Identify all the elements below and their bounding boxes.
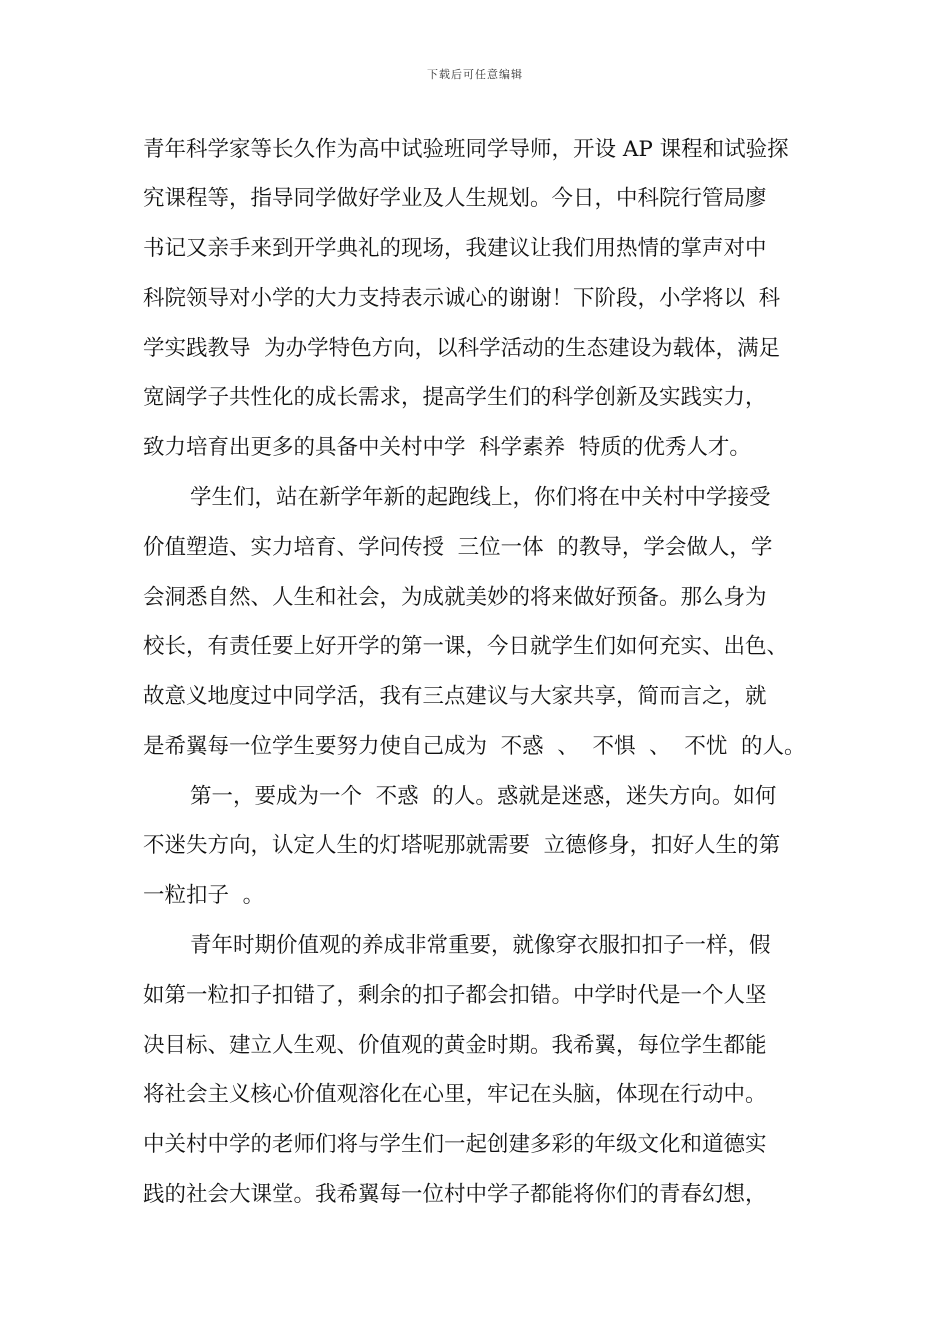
paragraph-line: 致力培育出更多的具备中关村中学 科学素养 特质的优秀人才。 bbox=[143, 435, 751, 460]
paragraph-line: 不迷失方向，认定人生的灯塔呢那就需要 立德修身，扣好人生的第 bbox=[143, 833, 781, 858]
paragraph-line: 将社会主义核心价值观溶化在心里，牢记在头脑，体现在行动中。 bbox=[143, 1082, 767, 1107]
paragraph-line: 中关村中学的老师们将与学生们一起创建多彩的年级文化和道德实 bbox=[143, 1132, 767, 1157]
paragraph-line: 学生们，站在新学年新的起跑线上，你们将在中关村中学接受 bbox=[190, 485, 771, 510]
paragraph-line: 科院领导对小学的大力支持表示诚心的谢谢！下阶段，小学将以 科 bbox=[143, 286, 781, 311]
paragraph-line: 宽阔学子共性化的成长需求，提高学生们的科学创新及实践实力， bbox=[143, 385, 767, 410]
paragraph-line: 第一，要成为一个 不惑 的人。惑就是迷惑，迷失方向。如何 bbox=[190, 784, 777, 809]
paragraph-line: 决目标、建立人生观、价值观的黄金时期。我希翼，每位学生都能 bbox=[143, 1033, 767, 1058]
paragraph-line: 校长，有责任要上好开学的第一课，今日就学生们如何充实、出色、 bbox=[143, 634, 789, 659]
page-header: 下载后可任意编辑 bbox=[427, 68, 523, 81]
paragraph-line: 书记又亲手来到开学典礼的现场，我建议让我们用热情的掌声对中 bbox=[143, 236, 767, 261]
paragraph-line: 究课程等，指导同学做好学业及人生规划。今日，中科院行管局廖 bbox=[143, 186, 767, 211]
paragraph-line: 是希翼每一位学生要努力使自己成为 不惑 、 不惧 、 不忧 的人。 bbox=[143, 734, 806, 759]
paragraph-line: 青年时期价值观的养成非常重要，就像穿衣服扣扣子一样，假 bbox=[190, 933, 771, 958]
paragraph-line: 践的社会大课堂。我希翼每一位村中学子都能将你们的青春幻想， bbox=[143, 1182, 767, 1207]
paragraph-line: 如第一粒扣子扣错了，剩余的扣子都会扣错。中学时代是一个人坚 bbox=[143, 983, 767, 1008]
paragraph-line: 学实践教导 为办学特色方向，以科学活动的生态建设为载体，满足 bbox=[143, 336, 781, 361]
paragraph-line: 青年科学家等长久作为高中试验班同学导师，开设 AP 课程和试验探 bbox=[143, 137, 789, 162]
paragraph-line: 会洞悉自然、人生和社会，为成就美妙的将来做好预备。那么身为 bbox=[143, 585, 767, 610]
paragraph-line: 价值塑造、实力培育、学问传授 三位一体 的教导，学会做人，学 bbox=[143, 535, 773, 560]
paragraph-line: 故意义地度过中同学活，我有三点建议与大家共享，简而言之，就 bbox=[143, 684, 767, 709]
paragraph-line: 一粒扣子 。 bbox=[143, 883, 265, 908]
